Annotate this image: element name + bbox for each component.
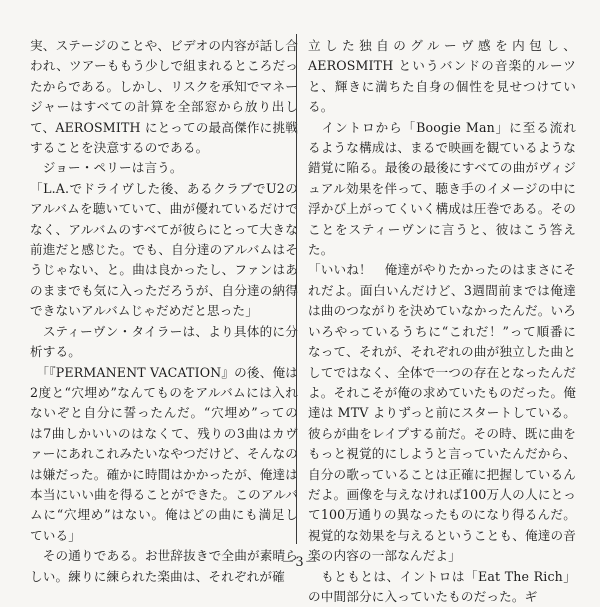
- paragraph: 「いいね！ 俺達がやりたかったのはまさにそれだよ。面白いんだけど、3週間前までは俺達は曲のつながりを決めていなかったんだ。いろいろやっているうちに“これだ！”って順番になって、それが、それぞれの曲が独立した曲としてではなく、全体で一つの存在となったんだよ。それこそが俺の求めていたものだった。俺達は MTV よりずっと前にスタートしている。彼らが曲をレイプする前だ。その時、既に曲をもっと視覚的にしようと言っていたんだから、自分の歌っていることは正確に把握しているんだよ。画像を与えなければ100万人の人にとって100万通りの異なったものになり得るんだ。視覚的な効果を与えるということも、俺達の音楽の内容の一部なんだよ」: [308, 262, 576, 564]
- page-number: －3－: [281, 555, 319, 570]
- paragraph: 実、ステージのことや、ビデオの内容が話し合われ、ツアーももう少しで組まれるところだったからである。しかし、リスクを承知でマネージャーはすべての計算を全部窓から放り出して、AEROSMITH にとっての最高傑作に挑戦することを決意するのである。: [30, 38, 298, 156]
- paragraph: イントロから「Boogie Man」に至る流れるような構成は、まるで映画を観ているような錯覚に陥る。最後の最後にすべての曲がヴィジュアル効果を伴って、聴き手のイメージの中に浮かび上がってくいく構成は圧巻である。そのことをスティーヴンに言うと、彼はこう答えた。: [308, 119, 576, 258]
- paragraph: 「L.A.でドライヴした後、あるクラブでU2のアルバムを聴いていて、曲が優れているだけでなく、アルバムのすべてが彼らにとって大きな前進だと感じた。でも、自分達のアルバムはそうじゃない、と。曲は良かったし、ファンはあのままでも気に入っただろうが、自分達の納得できないアルバムじゃだめだと思った」: [30, 180, 298, 319]
- left-column: [30, 36, 298, 587]
- paragraph: その通りである。お世辞抜きで全曲が素晴らしい。練りに練られた楽曲は、それぞれが確: [30, 548, 298, 584]
- right-column: [308, 36, 576, 607]
- column-divider: [296, 34, 297, 544]
- paragraph: 「『PERMANENT VACATION』の後、俺は2度と“穴埋め”なんてものをアルバムには入れないぞと自分に誓ったんだ。“穴埋め”ってのは7曲しかいいのはなくて、残りの3曲はカヴァーにあれこれみたいなやつだけど、そんなのは嫌だった。確かに時間はかかったが、俺達は本当にいい曲を得ることができた。このアルバムに“穴埋め”はない。俺はどの曲にも満足している」: [30, 364, 298, 543]
- paragraph: ジョー・ペリーは言う。: [30, 160, 183, 176]
- paragraph: スティーヴン・タイラーは、より具体的に分析する。: [30, 323, 298, 360]
- paragraph: 立した独自のグルーヴ感を内包し、AEROSMITH というバンドの音楽的ルーツと、輝きに満ちた自身の個性を見せつけている。: [308, 38, 576, 115]
- paragraph: もともとは、イントロは「Eat The Rich」の中間部分に入っていたものだった。ギ: [308, 568, 576, 604]
